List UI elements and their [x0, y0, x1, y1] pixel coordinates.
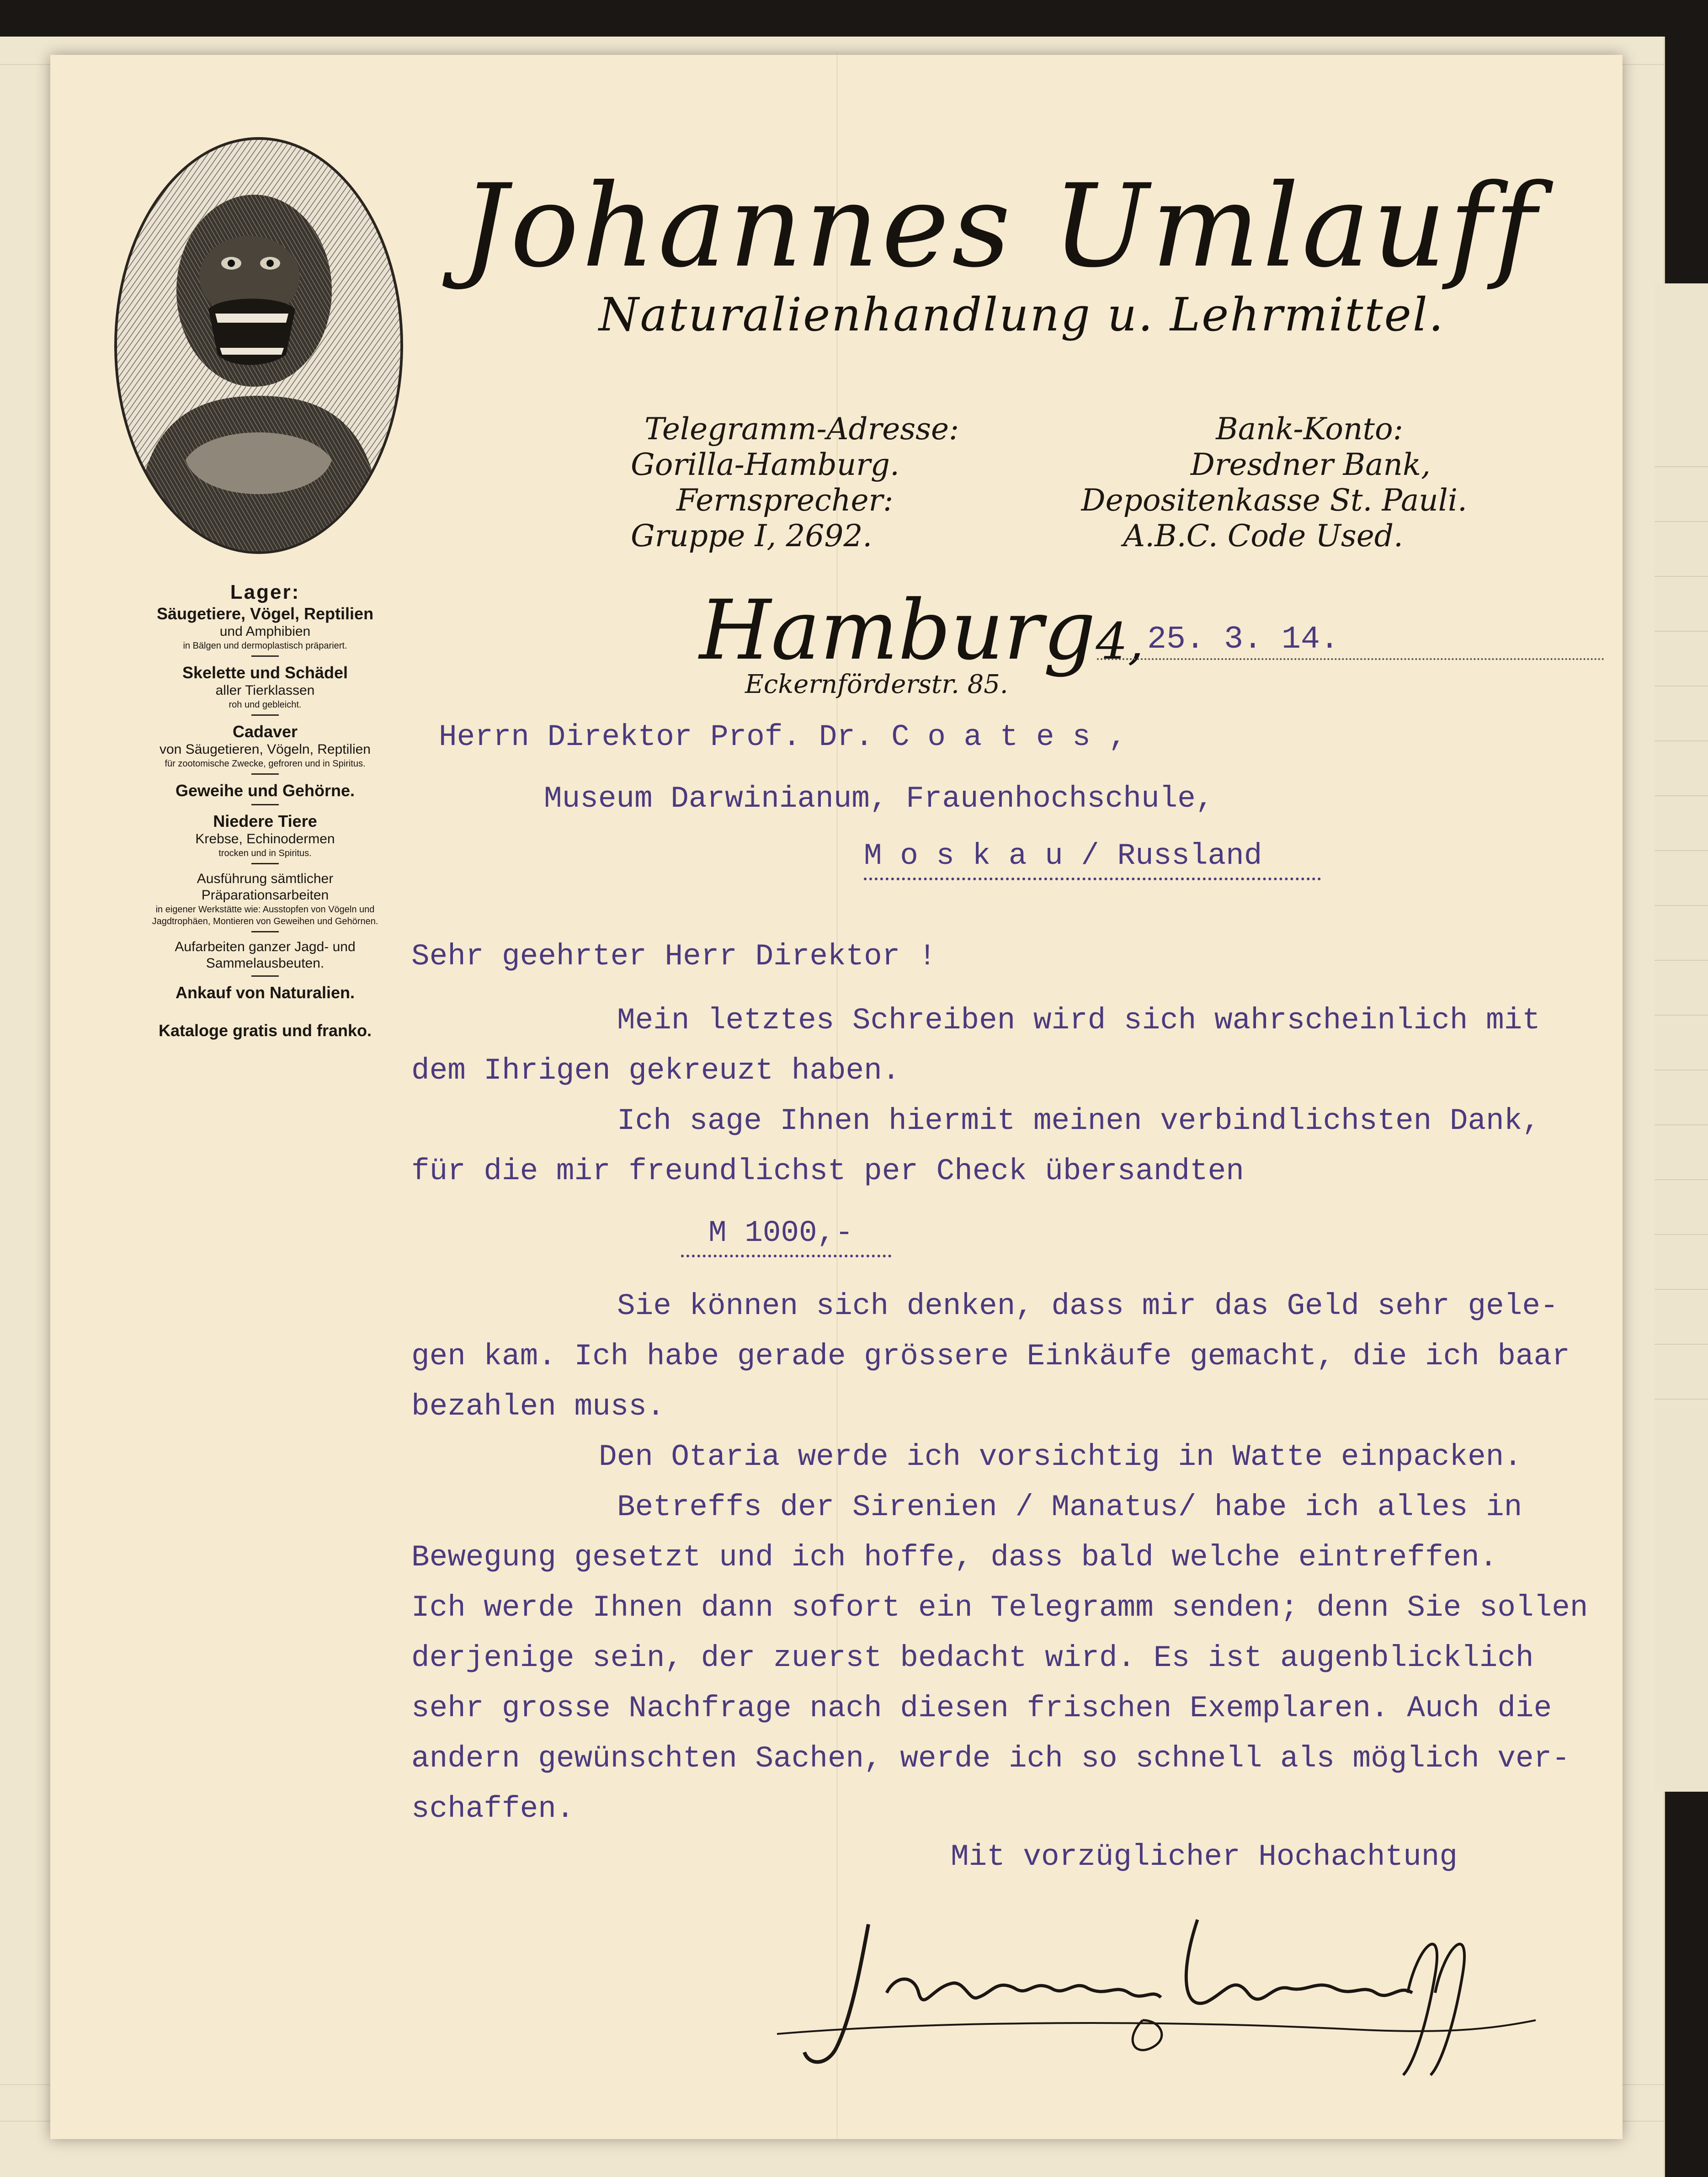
- telegram-value: Gorilla-Hamburg.: [631, 447, 900, 482]
- body-line: Mein letztes Schreiben wird sich wahrscheinlich mit: [617, 1003, 1540, 1038]
- sidebar-block: Säugetiere, Vögel, Reptilien und Amphibien in Bälgen und dermoplastisch präpariert.: [137, 604, 393, 657]
- sidebar-divider: [251, 931, 279, 932]
- sidebar-block: Aufarbeiten ganzer Jagd- und Sammelausbeuten.: [137, 939, 393, 977]
- letter-page: [50, 55, 1623, 2139]
- fold-line: [836, 55, 838, 2139]
- bank-name: Dresdner Bank,: [1190, 447, 1431, 482]
- body-line: Betreffs der Sirenien / Manatus/ habe ich alles in: [617, 1490, 1522, 1524]
- signature: [759, 1883, 1581, 2084]
- sidebar-block: Skelette und Schädel aller Tierklassen roh und gebleicht.: [137, 663, 393, 716]
- body-line: Ich werde Ihnen dann sofort ein Telegramm senden; denn Sie sollen: [411, 1591, 1588, 1625]
- phone-value: Gruppe I, 2692.: [631, 518, 873, 554]
- sidebar-divider: [251, 714, 279, 716]
- amount: M 1000,-: [708, 1216, 853, 1250]
- bank-label: Bank-Konto:: [1216, 411, 1403, 447]
- street-address: Eckernförderstr. 85.: [745, 670, 1008, 699]
- recipient-line: M o s k a u / Russland: [864, 839, 1262, 873]
- date-line: [1097, 658, 1604, 660]
- sidebar-divider: [251, 804, 279, 805]
- sidebar-block: Geweihe und Gehörne.: [137, 781, 393, 805]
- recipient-dotted-rule: [864, 878, 1321, 880]
- bank-branch: Depositenkasse St. Pauli.: [1081, 483, 1467, 518]
- side-sheet: [1655, 283, 1708, 1792]
- recipient-line: Museum Darwinianum, Frauenhochschule,: [544, 782, 1214, 816]
- phone-label: Fernsprecher:: [676, 483, 894, 518]
- body-line: Sie können sich denken, dass mir das Geld sehr gele-: [617, 1289, 1559, 1323]
- abc-code: A.B.C. Code Used.: [1123, 518, 1403, 554]
- sidebar-inventory: [137, 580, 393, 1041]
- body-line: Den Otaria werde ich vorsichtig in Watte einpacken.: [599, 1440, 1522, 1474]
- body-line: Bewegung gesetzt und ich hoffe, dass bald welche eintreffen.: [411, 1540, 1498, 1575]
- sidebar-catalog: Kataloge gratis und franko.: [158, 1021, 372, 1040]
- sidebar-block: Ausführung sämtlicher Präparationsarbeiten in eigener Werkstätte wie: Ausstopfen von Vögeln und Jagdtrophäen, Montieren von Geweihen und Gehörnen.: [137, 871, 393, 932]
- sidebar-block: Ankauf von Naturalien.: [175, 983, 355, 1002]
- contact-bank: [1033, 411, 1467, 554]
- body-line: dem Ihrigen gekreuzt haben.: [411, 1054, 900, 1088]
- amount-dotted-rule: [681, 1255, 891, 1257]
- closing: Mit vorzüglicher Hochachtung: [951, 1840, 1458, 1874]
- body-line: gen kam. Ich habe gerade grössere Einkäufe gemacht, die ich baar: [411, 1339, 1570, 1373]
- company-name: Johannes Umlauff: [462, 160, 1539, 293]
- sidebar-lager: Lager:: [230, 581, 300, 603]
- sidebar-divider: [251, 655, 279, 657]
- city-district: 4,: [1096, 612, 1144, 671]
- body-line: für die mir freundlichst per Check übersandten: [411, 1154, 1244, 1188]
- gorilla-portrait: [114, 137, 403, 554]
- company-business: Naturalienhandlung u. Lehrmittel.: [599, 288, 1445, 341]
- sidebar-divider: [251, 773, 279, 775]
- body-line: derjenige sein, der zuerst bedacht wird. Es ist augenblicklich: [411, 1641, 1534, 1675]
- body-line: Ich sage Ihnen hiermit meinen verbindlichsten Dank,: [617, 1104, 1540, 1138]
- sidebar-divider: [251, 975, 279, 977]
- contact-telegram-phone: [631, 411, 1042, 554]
- telegram-label: Telegramm-Adresse:: [644, 411, 959, 447]
- body-line: andern gewünschten Sachen, werde ich so schnell als möglich ver-: [411, 1741, 1570, 1776]
- city-name: Hamburg: [699, 583, 1096, 678]
- sidebar-divider: [251, 863, 279, 864]
- sidebar-block: Niedere Tiere Krebse, Echinodermen trocken und in Spiritus.: [137, 812, 393, 864]
- recipient-line: Herrn Direktor Prof. Dr. C o a t e s ,: [439, 720, 1127, 754]
- letterhead-brand: [462, 160, 1559, 341]
- body-line: sehr grosse Nachfrage nach diesen frischen Exemplaren. Auch die: [411, 1691, 1552, 1725]
- sidebar-block: Cadaver von Säugetieren, Vögeln, Reptilien für zootomische Zwecke, gefroren und in Spiritus.: [137, 722, 393, 775]
- city-heading: [699, 583, 1144, 678]
- body-line: bezahlen muss.: [411, 1389, 665, 1424]
- letter-date: 25. 3. 14.: [1147, 622, 1340, 658]
- salutation: Sehr geehrter Herr Direktor !: [411, 939, 936, 974]
- body-line: schaffen.: [411, 1792, 575, 1826]
